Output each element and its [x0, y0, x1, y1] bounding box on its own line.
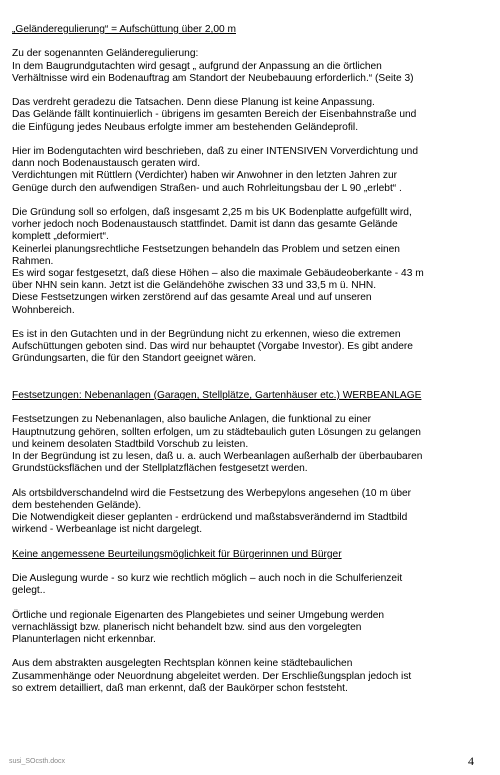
- text-line: Die Notwendigkeit dieser geplanten - erdrückend und maßstabsverändernd im Stadtbild: [12, 511, 408, 523]
- text-line: Die Gründung soll so erfolgen, daß insgesamt 2,25 m bis UK Bodenplatte aufgefüllt wird,: [12, 206, 412, 218]
- text-line: Zu der sogenannten Geländeregulierung:: [12, 48, 199, 60]
- blank-line: [12, 561, 482, 573]
- blank-line: [12, 378, 482, 390]
- text-line: Aufschüttungen geboten sind. Das wird nur behauptet (Vorgabe Investor). Es gibt andere: [12, 341, 413, 353]
- text-line: über NHN sein kann. Jetzt ist die Geländehöhe zwischen 33 und 33,5 m ü. NHN.: [12, 280, 377, 292]
- text-line: so extrem detailliert, daß man erkennt, daß der Baukörper schon feststeht.: [12, 682, 348, 694]
- section-heading: Keine angemessene Beurteilungsmöglichkeit für Bürgerinnen und Bürger: [12, 548, 342, 560]
- blank-line: [12, 402, 482, 414]
- blank-line: [12, 536, 482, 548]
- blank-line: [12, 85, 482, 97]
- text-line: Das verdreht geradezu die Tatsachen. Denn diese Planung ist keine Anpassung.: [12, 97, 375, 109]
- section-heading: „Geländeregulierung“ = Aufschüttung über 2,00 m: [12, 24, 236, 35]
- blank-line: [12, 597, 482, 609]
- text-line: Es wird sogar festgesetzt, daß diese Höhen – also die maximale Gebäudeoberkante - 43 m: [12, 268, 424, 279]
- text-line: Planunterlagen nicht erkennbar.: [12, 633, 156, 645]
- blank-line: [12, 475, 482, 487]
- text-line: Verhältnisse wird ein Bodenauftrag am Standort der Neubebauung erforderlich.“ (Seite 3): [12, 72, 414, 84]
- text-line: Festsetzungen zu Nebenanlagen, also bauliche Anlagen, die funktional zu einer: [12, 414, 372, 426]
- document-body: [12, 24, 482, 695]
- text-line: wirkend - Werbeanlage ist nicht dargelegt.: [12, 524, 203, 536]
- text-line: Verdichtungen mit Rüttlern (Verdichter) haben wir Anwohner in den letzten Jahren zur: [12, 170, 398, 182]
- text-line: gelegt..: [12, 585, 46, 597]
- text-line: Aus dem abstrakten ausgelegten Rechtsplan können keine städtebaulichen: [12, 658, 353, 670]
- text-line: Hauptnutzung gehören, sollten erfolgen, um zu städtebaulich guten Lösungen zu gelangen: [12, 426, 421, 438]
- text-line: dann noch Bodenaustausch geraten wird.: [12, 158, 201, 170]
- footer-filename: susi_SOcsth.docx: [9, 758, 66, 765]
- text-line: Das Gelände fällt kontinuierlich - übrigens im gesamten Bereich der Eisenbahnstraße und: [12, 109, 417, 121]
- text-line: Grundstücksflächen und der Stellplatzflächen festgesetzt werden.: [12, 463, 308, 475]
- text-line: vorher jedoch noch Bodenaustausch stattfindet. Damit ist dann das gesamte Gelände: [12, 219, 398, 231]
- section-heading: Festsetzungen: Nebenanlagen (Garagen, Stellplätze, Gartenhäuser etc.) WERBEANLAGE: [12, 389, 422, 401]
- text-line: Örtliche und regionale Eigenarten des Plangebietes und seiner Umgebung werden: [12, 609, 385, 621]
- text-line: Hier im Bodengutachten wird beschrieben, daß zu einer INTENSIVEN Vorverdichtung und: [12, 145, 419, 157]
- text-line: Wohnbereich.: [12, 304, 75, 316]
- text-line: In dem Baugrundgutachten wird gesagt „ aufgrund der Anpassung an die örtlichen: [12, 60, 382, 72]
- text-line: Zusammenhänge oder Neuordnung abgeleitet werden. Der Erschließungsplan jedoch ist: [12, 670, 412, 682]
- page-number: 4: [468, 754, 474, 768]
- text-line: Keinerlei planungsrechtliche Festsetzungen behandeln das Problem und setzen einen: [12, 243, 400, 255]
- text-line: die Einfügung jedes Neubaus erfolgte immer am bestehenden Geländeprofil.: [12, 121, 359, 133]
- text-line: Als ortsbildverschandelnd wird die Festsetzung des Werbepylons angesehen (10 m über: [12, 487, 412, 499]
- text-line: Rahmen.: [12, 255, 54, 267]
- text-line: Die Auslegung wurde - so kurz wie rechtlich möglich – auch noch in die Schulferienzeit: [12, 572, 403, 584]
- text-line: und keinem desolaten Stadtbild Vorschub zu leisten.: [12, 438, 249, 450]
- blank-line: [12, 646, 482, 658]
- text-line: Diese Festsetzungen wirken zerstörend auf das gesamte Areal und auf unseren: [12, 292, 372, 304]
- blank-line: [12, 195, 482, 207]
- text-line: Genüge durch den aufwendigen Straßen- und auch Rohrleitungsbau der L 90 „erlebt“ .: [12, 182, 402, 194]
- text-line: Gründungsarten, die für den Standort geeignet wären.: [12, 353, 257, 365]
- text-line: dem bestehenden Gelände).: [12, 499, 142, 511]
- text-line: vernachlässigt bzw. planerisch nicht behandelt bzw. sind aus den vorgelegten: [12, 621, 362, 633]
- text-line: Es ist in den Gutachten und in der Begründung nicht zu erkennen, wieso die extremen: [12, 329, 401, 340]
- text-line: komplett „deformiert“.: [12, 231, 109, 243]
- text-line: In der Begründung ist zu lesen, daß u. a. auch Werbeanlagen außerhalb der überbaubaren: [12, 450, 423, 462]
- blank-line: [12, 317, 482, 329]
- blank-line: [12, 36, 482, 48]
- blank-line: [12, 134, 482, 146]
- blank-line: [12, 366, 482, 378]
